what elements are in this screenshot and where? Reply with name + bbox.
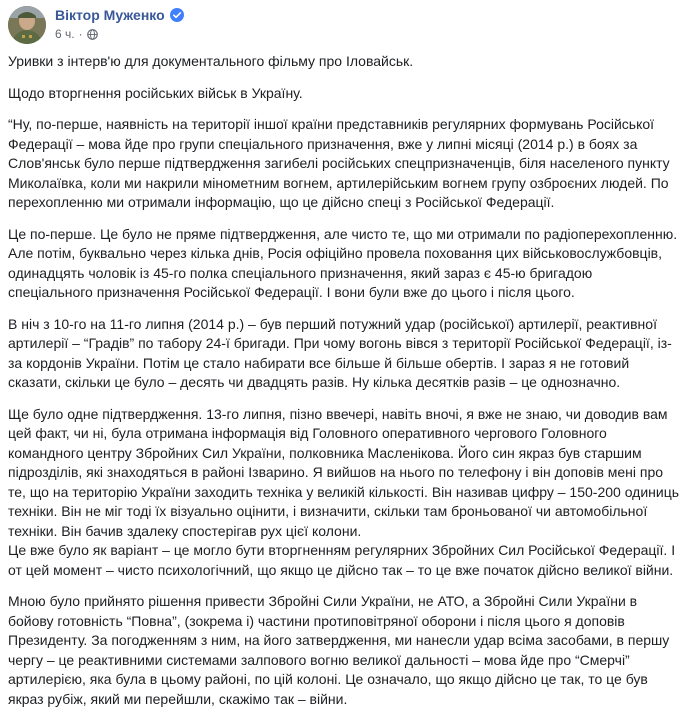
- globe-icon[interactable]: [87, 29, 98, 40]
- verified-badge-icon: [170, 8, 184, 22]
- separator-dot: ·: [78, 27, 83, 41]
- post-body: [8, 52, 680, 721]
- post-paragraph-7: Це вже було як варіант – це могло бути вторгненням регулярних Збройних Сил Російської Федерації. І от цей момент – чисто психологічний, що якщо це дійсно так – то це вже початок дійсно великої війни.: [8, 542, 676, 578]
- post-paragraph-6: Ще було одне підтвердження. 13-го липня, пізно ввечері, навіть вночі, я вже не знаю, чи доводив вам цей факт, чи ні, була отримана інформація від Головного оперативного чергового Головного командного центру Збройних Сил України, полковника Масленікова. Його син якраз був старшим підрозділів, які знаходяться в районі Ізварино. Я вийшов на нього по телефону і він доповів мені про те, що на територію України заходить техніка у великій кількості. Він називав цифру – 150-200 одиниць техніки. Він не міг тоді їх візуально оцінити, і визначити, скільки там броньованої чи автомобільної техніки. Він бачив здалеку спостерігав рух цієї колони.: [8, 405, 680, 539]
- avatar-photo-icon: [8, 6, 46, 44]
- post-paragraph-2: Щодо вторгнення російських військ в Україну.: [8, 84, 303, 101]
- author-name[interactable]: Віктор Муженко: [55, 7, 165, 23]
- post-paragraph-3: “Ну, по-перше, наявність на території іншої країни представників регулярних формувань Російської Федерації – мова йде про групи спеціального призначення, вже у липні місяці (2014 р.) в боях за Слов'янськ було перше підтвердження загибелі російських спецпризначенців, біля населеного пункту Миколаївка, коли ми накрили мінометним вогнем, артилерійським вогнем групу озброєних людей. По перехопленню ми отримали інформацію, що це дійсно спеці з Російської Федерації.: [8, 116, 670, 210]
- author-avatar[interactable]: [8, 6, 46, 44]
- post-header: [8, 4, 184, 48]
- post-timestamp[interactable]: 6 ч.: [55, 27, 75, 41]
- post-paragraph-8: Мною було прийнято рішення привести Збройні Сили України, не АТО, а Збройні Сили України в бойову готовність “Повна”, (зокрема і) частини протиповітряної оборони і після цього я доповів Президенту. За погодженням з ним, на його затвердження, ми нанесли удар всіма засобами, в першу чергу – це реактивними системами залпового вогню великої дальності – мова йде про “Смерчі” артилерією, яка була в цьому районі, по цій колоні. Це означало, що якщо дійсно це так, то це був якраз рубіж, який ми перейшли, скажімо так – війни.: [8, 593, 670, 707]
- post-paragraph-4: Це по-перше. Це було не пряме підтвердження, але чисто те, що ми отримали по радіоперехопленню. Але потім, буквально через кілька днів, Росія офіційно провела поховання цих військовослужбовців, одинадцять чоловік із 45-го полка спеціального призначення, який зараз є 45-ю бригадою спеціального призначення Російської Федерації. І вони були вже до цього і після цього.: [8, 225, 678, 300]
- post-paragraph-5: В ніч з 10-го на 11-го липня (2014 р.) – був перший потужний удар (російської) артилерії, реактивної артилерії – “Градів” по табору 24-ї бригади. При чому вогонь вівся з території Російської Федерації, із-за кордонів України. Потім це стало набирати все більше й більше обертів. І зараз я не готовий сказати, скільки це було – десять чи двадцять разів. Ну кілька десятків разів – це однозначно.: [8, 315, 672, 390]
- post-paragraph-1: Уривки з інтерв'ю для документального фільму про Іловайськ.: [8, 53, 414, 69]
